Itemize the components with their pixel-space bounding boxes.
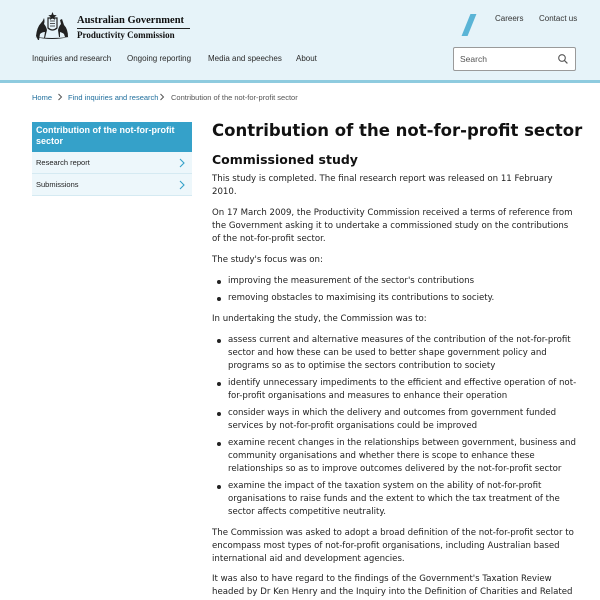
chevron-right-icon [179, 180, 185, 190]
list-item [228, 292, 578, 305]
breadcrumb-current: Contribution of the not-for-profit sector [171, 93, 298, 102]
definition-paragraph: The Commission was asked to adopt a broad definition of the not-for-profit sector to encompass most types of not-for-profit organisations, including Australian based international aid and development agencies. [212, 528, 574, 564]
list-item [228, 480, 578, 518]
logo-text-government: Australian Government [77, 15, 185, 26]
logo-divider [77, 28, 190, 29]
bullet [217, 297, 221, 301]
status-paragraph: This study is completed. The final research report was released on 11 February 2010. [212, 174, 553, 197]
search-icon[interactable] [557, 53, 569, 65]
bullet [217, 339, 221, 343]
intro-paragraph: On 17 March 2009, the Productivity Commission received a terms of reference from the Government asking it to undertake a commissioned study on the contributions of the not-for-profit sector. [212, 208, 573, 244]
coat-of-arms-icon [32, 10, 72, 42]
list-item-text: consider ways in which the delivery and outcomes from government funded services by not-for-profit organisations could be improved [228, 408, 557, 431]
bullet [217, 382, 221, 386]
page-subtitle: Commissioned study [212, 152, 358, 167]
list-item [228, 334, 578, 372]
list-item [228, 407, 578, 433]
list-item [228, 437, 578, 475]
site-logo[interactable] [32, 10, 185, 42]
bullet [217, 485, 221, 489]
bullet [217, 442, 221, 446]
list-item [228, 377, 578, 403]
list-item-text: identify unnecessary impediments to the efficient and effective operation of not-for-profit organisations and measures to enhance their operation [228, 378, 577, 401]
chevron-right-icon [158, 92, 166, 102]
list-item-text: examine the impact of the taxation system on the ability of not-for-profit organisations to raise funds and the extent to which the tax treatment of the sector affects competitive neutrality. [228, 481, 560, 517]
tasks-intro: In undertaking the study, the Commission was to: [212, 314, 427, 324]
page-title: Contribution of the not-for-profit sector [212, 121, 583, 140]
sidebar-item-research-report[interactable] [32, 152, 192, 174]
bullet [217, 280, 221, 284]
careers-link[interactable]: Careers [495, 14, 524, 23]
search-box [453, 47, 576, 71]
sidebar-item-label: Submissions [36, 180, 79, 189]
breadcrumb-find-inquiries[interactable]: Find inquiries and research [68, 93, 159, 102]
list-item-text: improving the measurement of the sector's contributions [228, 276, 475, 286]
header-divider [0, 80, 600, 83]
list-item-text: examine recent changes in the relationships between government, business and community organisations and whether there is scope to enhance these relationships so as to improve outcomes delivered by the not-for-profit sector [228, 438, 576, 474]
nav-media-and-speeches[interactable]: Media and speeches [208, 54, 282, 63]
breadcrumb-home[interactable]: Home [32, 93, 53, 102]
list-item [228, 275, 578, 288]
search-input[interactable] [454, 48, 554, 70]
chevron-right-icon [179, 158, 185, 168]
sidebar-item-submissions[interactable] [32, 174, 192, 196]
nav-ongoing-reporting[interactable]: Ongoing reporting [127, 54, 192, 63]
sidebar-item-label: Research report [36, 158, 90, 167]
contact-us-link[interactable]: Contact us [539, 14, 578, 23]
section-sidebar-nav [32, 122, 192, 196]
logo-text-agency: Productivity Commission [77, 30, 175, 40]
chevron-right-icon [56, 92, 64, 102]
nav-inquiries-and-research[interactable]: Inquiries and research [32, 54, 112, 63]
bullet [217, 412, 221, 416]
list-item-text: removing obstacles to maximising its contributions to society. [228, 293, 495, 303]
focus-intro: The study's focus was on: [212, 255, 323, 265]
regard-paragraph: It was also to have regard to the findings of the Government's Taxation Review headed by Dr Ken Henry and the Inquiry into the Definition of Charities and Related [212, 574, 573, 597]
list-item-text: assess current and alternative measures of the contribution of the not-for-profit sector and how these can be used to better shape government policy and programs so as to optimise the sectors contribution to society [228, 335, 571, 371]
sidebar-heading[interactable]: Contribution of the not-for-profit sector [32, 122, 192, 152]
nav-about[interactable]: About [296, 54, 317, 63]
